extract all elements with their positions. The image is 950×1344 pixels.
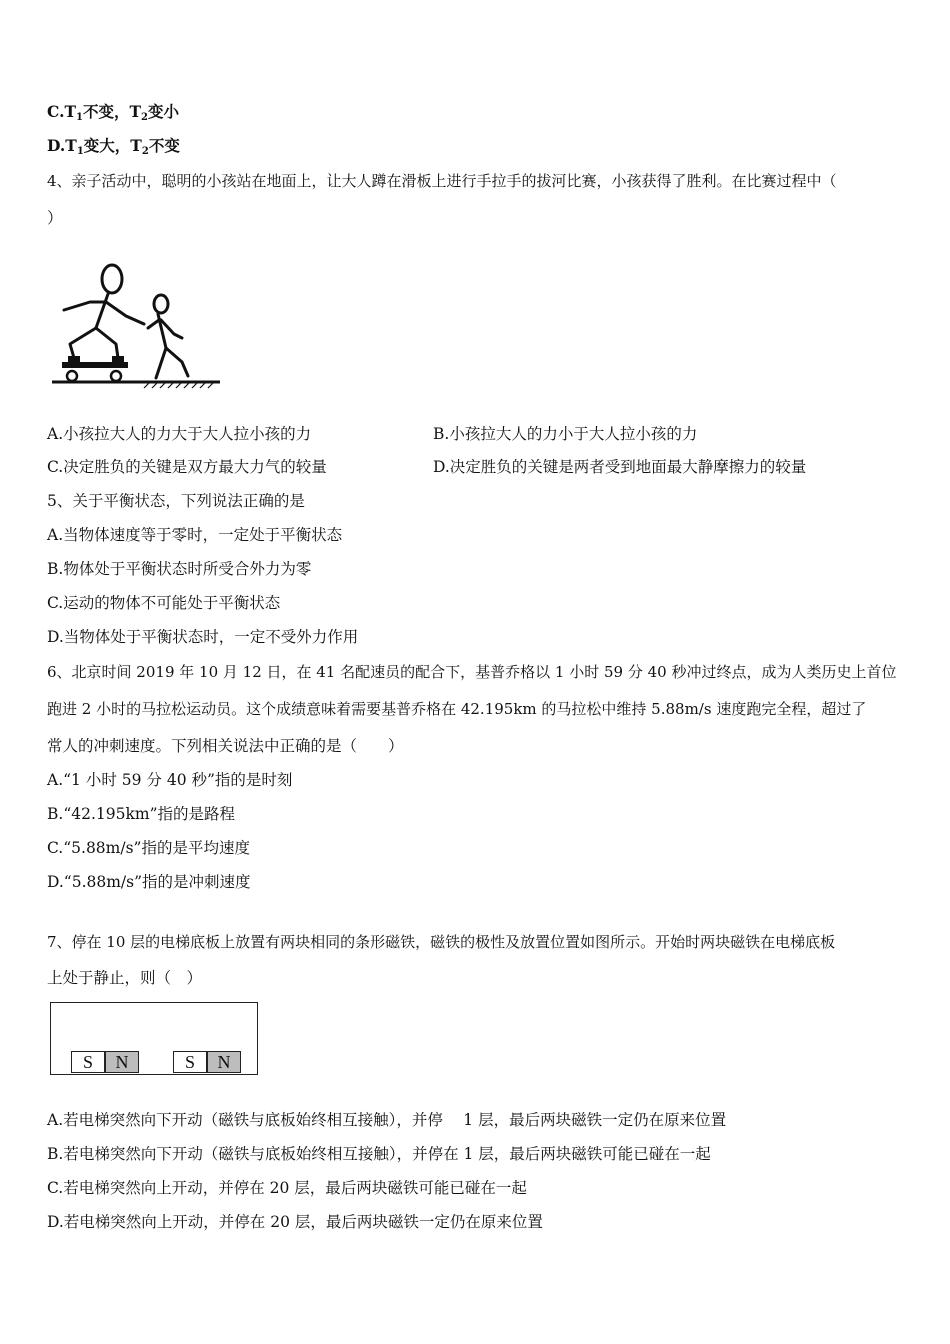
adult-head (102, 265, 122, 293)
child-head (154, 295, 168, 313)
q3-option-c-pre: C.T (47, 102, 76, 121)
q6-stem-line1: 6、北京时间 2019 年 10 月 12 日，在 41 名配速员的配合下，基普乔格以 1 小时 59 分 40 秒冲过终点，成为人类历史上首位 (47, 663, 897, 681)
elevator-magnet-figure (50, 1002, 258, 1075)
q3-option-c-mid: 不变，T (82, 102, 142, 121)
q5-stem: 5、关于平衡状态，下列说法正确的是 (47, 492, 305, 510)
magnet-2-north: N (207, 1051, 241, 1073)
magnet-1-south: S (71, 1051, 105, 1073)
skateboard-wheel-back (67, 371, 77, 381)
q7-option-b: B.若电梯突然向下开动（磁铁与底板始终相互接触），并停在 1 层，最后两块磁铁可能已碰在一起 (47, 1145, 711, 1163)
skateboard-deck (62, 362, 128, 368)
q4-option-b: B.小孩拉大人的力小于大人拉小孩的力 (433, 425, 698, 443)
adult-back-arm (64, 302, 106, 310)
q3-option-d (47, 136, 180, 162)
q4-stem-line2: ） (47, 209, 63, 227)
adult-front-shoe (112, 356, 124, 362)
q3-option-d-post: 不变 (148, 136, 180, 155)
child-front-arm (148, 320, 159, 328)
q6-option-c: C.“5.88m/s”指的是平均速度 (47, 839, 250, 857)
tug-of-war-figure (52, 258, 222, 390)
adult-front-leg (96, 328, 118, 358)
q3-option-d-mid: 变大，T (83, 136, 142, 155)
adult-back-leg (70, 328, 96, 358)
adult-back-shoe (68, 356, 80, 362)
q5-option-a: A.当物体速度等于零时，一定处于平衡状态 (47, 526, 343, 544)
q6-stem-line2: 跑进 2 小时的马拉松运动员。这个成绩意味着需要基普乔格在 42.195km 的马拉松中维持 5.88m/s 速度跑完全程，超过了 (47, 700, 867, 718)
q3-option-d-sub2: 2 (141, 146, 149, 157)
q6-stem-line3: 常人的冲刺速度。下列相关说法中正确的是（ ） (47, 737, 404, 755)
q6-option-a: A.“1 小时 59 分 40 秒”指的是时刻 (47, 771, 293, 789)
q3-option-c (47, 102, 179, 128)
child-back-leg (166, 348, 188, 376)
q3-option-c-sub2: 2 (141, 112, 148, 123)
q7-option-a: A.若电梯突然向下开动（磁铁与底板始终相互接触），并停 1 层，最后两块磁铁一定仍在原来位置 (47, 1111, 727, 1129)
magnet-2-south: S (173, 1051, 207, 1073)
q5-option-c: C.运动的物体不可能处于平衡状态 (47, 594, 281, 612)
child-front-leg (156, 348, 166, 378)
q3-option-d-sub1: 1 (76, 146, 84, 157)
q3-option-d-pre: D.T (47, 136, 77, 155)
magnet-1-north: N (105, 1051, 139, 1073)
q6-option-b: B.“42.195km”指的是路程 (47, 805, 235, 823)
q3-option-c-post: 变小 (147, 102, 179, 121)
q7-stem-line2: 上处于静止，则（ ） (47, 969, 203, 987)
q7-option-d: D.若电梯突然向上开动，并停在 20 层，最后两块磁铁一定仍在原来位置 (47, 1213, 543, 1231)
skateboard-wheel-front (111, 371, 121, 381)
q7-stem-line1: 7、停在 10 层的电梯底板上放置有两块相同的条形磁铁，磁铁的极性及放置位置如图所示。开始时两块磁铁在电梯底板 (47, 933, 836, 951)
q5-option-d: D.当物体处于平衡状态时，一定不受外力作用 (47, 628, 359, 646)
adult-front-arm (106, 302, 144, 324)
q5-option-b: B.物体处于平衡状态时所受合外力为零 (47, 560, 312, 578)
q4-option-d: D.决定胜负的关键是两者受到地面最大静摩擦力的较量 (433, 458, 807, 476)
q4-option-c: C.决定胜负的关键是双方最大力气的较量 (47, 458, 327, 476)
q3-option-c-sub1: 1 (76, 112, 83, 123)
q7-option-c: C.若电梯突然向上开动，并停在 20 层，最后两块磁铁可能已碰在一起 (47, 1179, 527, 1197)
q6-option-d: D.“5.88m/s”指的是冲刺速度 (47, 873, 251, 891)
q4-stem-line1: 4、亲子活动中，聪明的小孩站在地面上，让大人蹲在滑板上进行手拉手的拔河比赛，小孩获得了胜利。在比赛过程中（ (47, 172, 837, 190)
q4-option-a: A.小孩拉大人的力大于大人拉小孩的力 (47, 425, 312, 443)
adult-body (96, 294, 108, 328)
